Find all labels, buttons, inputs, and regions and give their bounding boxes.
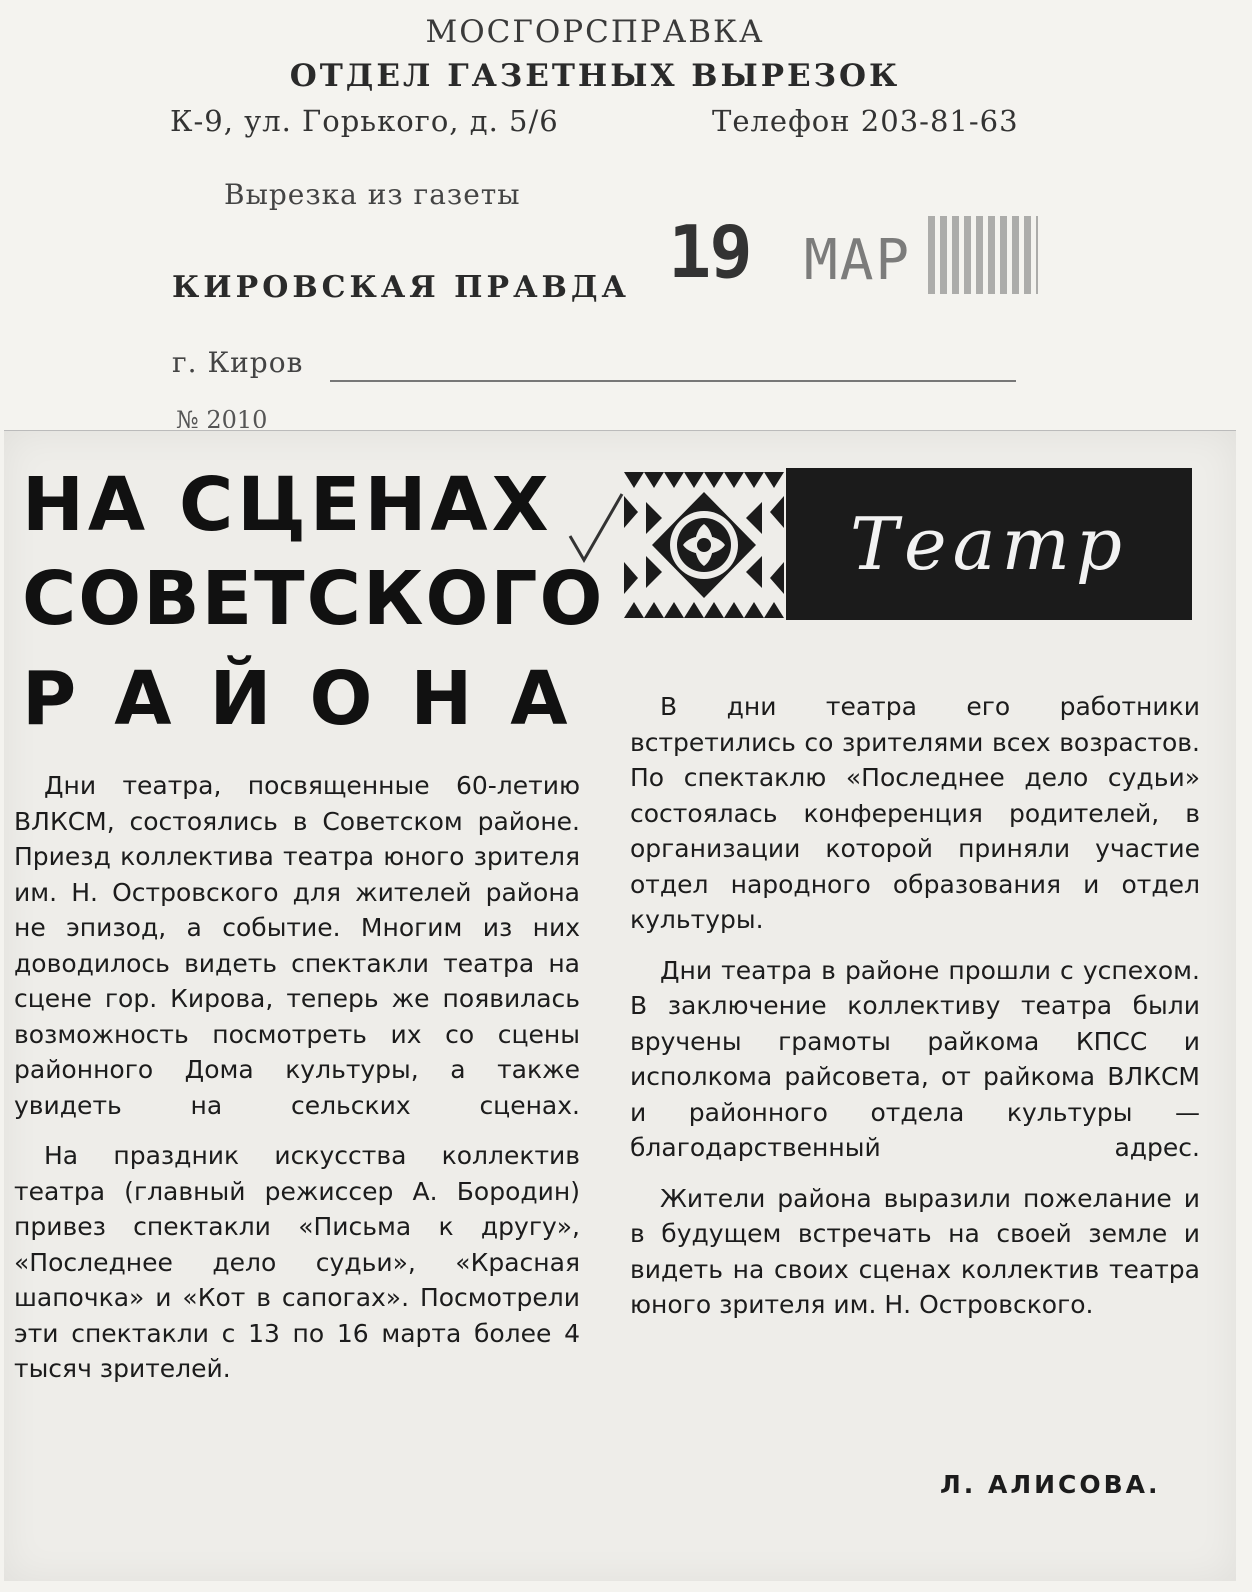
article-paragraph: На праздник искусства коллектив театра (главный режиссер А. Бородин) привез спектакли «Письма к другу», «Последнее дело судьи», «Красная шапочка» и «Кот в сапогах». Посмотрели эти спектакли с 13 по 16 марта более 4 тысяч зрителей. <box>14 1141 580 1383</box>
agency-address: К-9, ул. Горького, д. 5/6 <box>170 104 559 138</box>
checkmark-icon <box>566 488 626 568</box>
author-byline: Л. АЛИСОВА. <box>940 1470 1161 1499</box>
article-paragraph: Дни театра в районе прошли с успехом. В заключение коллективу театра были вручены грамоты райкома КПСС и исполкома райсовета, от райкома ВЛКСМ и районного отдела культуры — благодарственный адрес. <box>630 955 1200 1162</box>
date-stamp <box>668 210 1048 300</box>
headline-line-3: РАЙОНА <box>22 656 606 742</box>
ornament-icon <box>624 472 784 618</box>
issue-number: № 2010 <box>176 406 268 428</box>
agency-name: МОСГОРСПРАВКА <box>425 14 765 50</box>
agency-phone: Телефон 203-81-63 <box>712 104 1019 138</box>
stamp-smudge <box>928 216 1038 294</box>
section-rubric <box>786 468 1192 620</box>
headline-line-1: НА СЦЕНАХ <box>22 462 553 548</box>
department-name: ОТДЕЛ ГАЗЕТНЫХ ВЫРЕЗОК <box>289 58 901 94</box>
city-line: г. Киров <box>172 346 304 379</box>
newspaper-name: КИРОВСКАЯ ПРАВДА <box>172 270 630 305</box>
stamp-day: 19 <box>668 210 751 294</box>
article-paragraph: Жители района выразили пожелание и в будущем встречать на своей земле и видеть на своих сценах коллектив театра юного зрителя им. Н. Островского. <box>630 1183 1200 1319</box>
article-column-right <box>630 689 1200 1323</box>
headline-line-2: СОВЕТСКОГО <box>22 556 605 642</box>
clipping-label: Вырезка из газеты <box>224 178 521 211</box>
stamp-month: МАР <box>804 228 912 293</box>
article-column-left <box>14 768 580 1387</box>
article-paragraph: Дни театра, посвященные 60-летию ВЛКСМ, состоялись в Советском районе. Приезд коллектива театра юного зрителя им. Н. Островского для жителей района не эпизод, а событие. Многим из них доводилось видеть спектакли театра на сцене гор. Кирова, теперь же появилась возможность посмотреть их со сцены районного Дома культуры, а также увидеть на сельских сценах. <box>14 771 580 1120</box>
divider <box>330 380 1016 382</box>
article-paragraph: В дни театра его работники встретились со зрителями всех возрастов. По спектаклю «Последнее дело судьи» состоялась конференция родителей, в организации которой приняли участие отдел народного образования и отдел культуры. <box>630 692 1200 934</box>
rubric-title: Театр <box>850 502 1128 586</box>
